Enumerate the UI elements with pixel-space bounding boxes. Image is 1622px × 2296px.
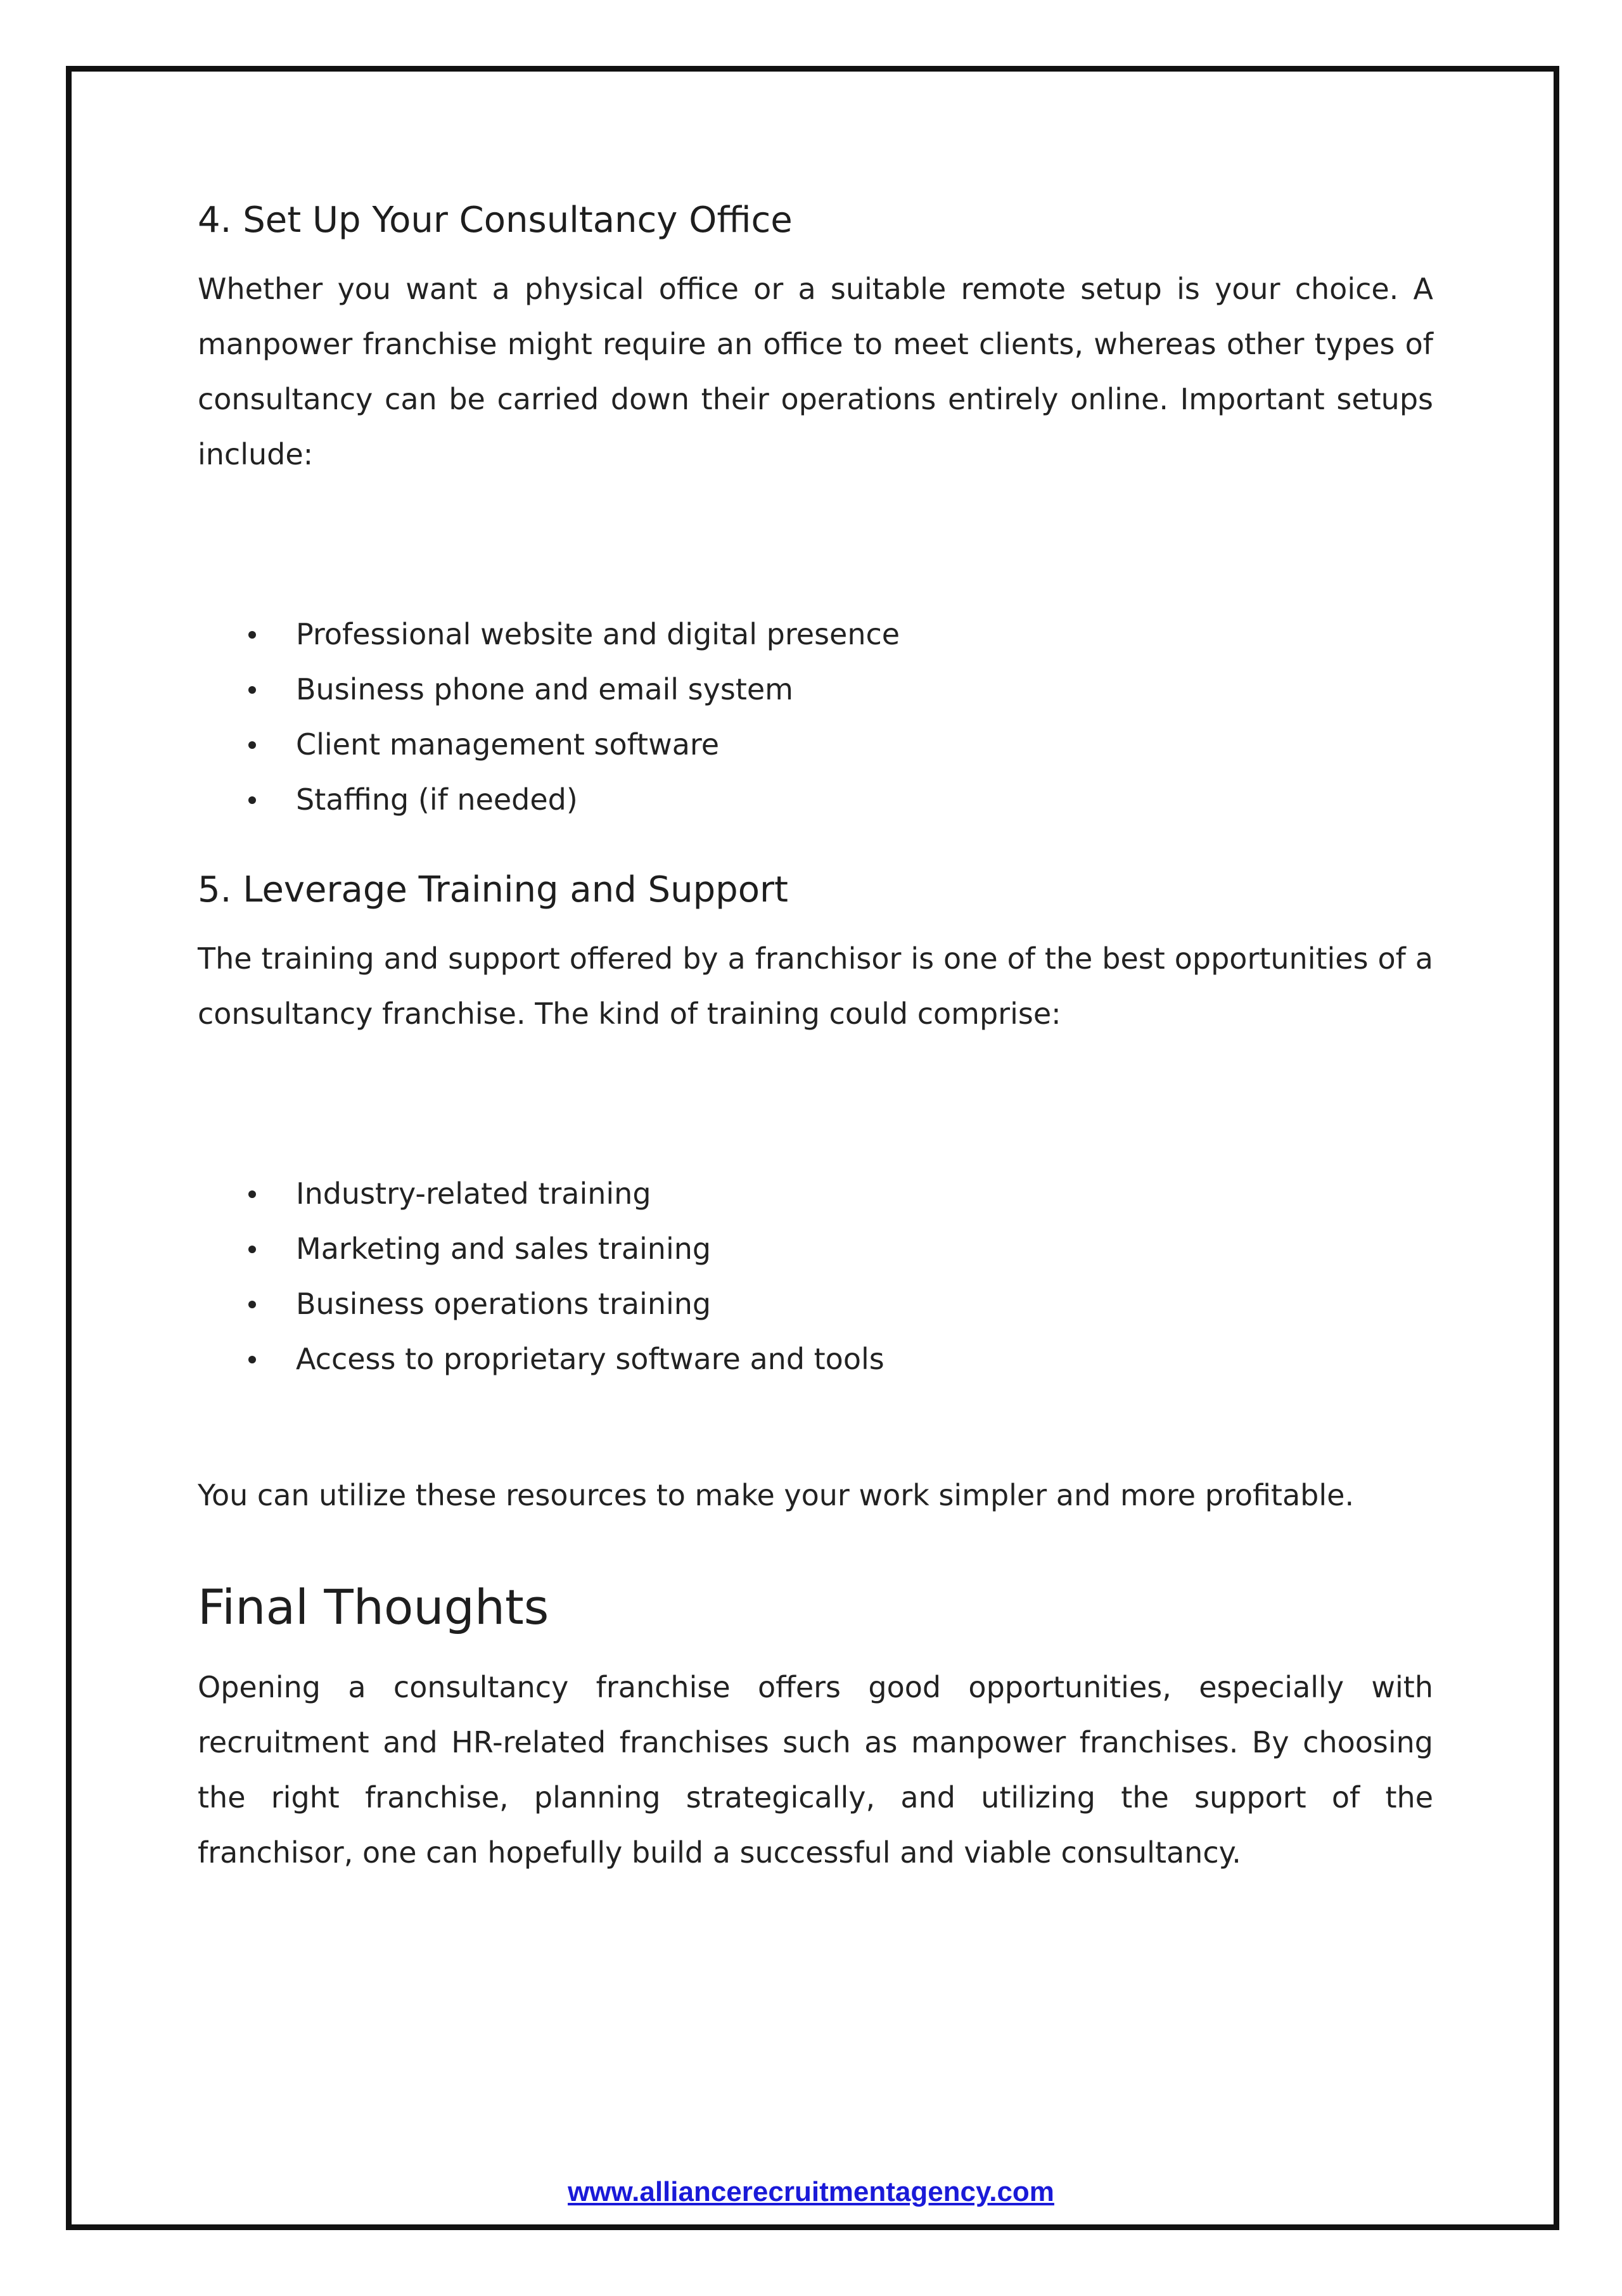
list-item xyxy=(198,1166,1433,1221)
section-heading-training: 5. Leverage Training and Support xyxy=(198,869,788,910)
section-heading-office: 4. Set Up Your Consultancy Office xyxy=(198,200,793,241)
training-list xyxy=(198,1166,1433,1387)
website-link[interactable]: www.alliancerecruitmentagency.com xyxy=(568,2176,1054,2207)
document-body xyxy=(198,193,1433,1880)
bullet-icon xyxy=(248,631,256,639)
bullet-icon xyxy=(248,741,256,749)
bullet-icon xyxy=(248,1301,256,1308)
list-item-text: Staffing (if needed) xyxy=(296,782,578,817)
list-item xyxy=(198,1332,1433,1387)
list-item-text: Business operations training xyxy=(296,1287,712,1321)
bullet-icon xyxy=(248,1190,256,1198)
list-item xyxy=(198,662,1433,717)
list-item-text: Business phone and email system xyxy=(296,672,793,706)
bullet-icon xyxy=(248,1356,256,1363)
list-item xyxy=(198,717,1433,772)
list-item-text: Client management software xyxy=(296,727,720,762)
list-item-text: Professional website and digital presence xyxy=(296,617,900,651)
section-intro-training: The training and support offered by a franchisor is one of the best opportunities of a consultancy franchise. The kind of training could comprise: xyxy=(198,941,1433,1031)
list-item xyxy=(198,772,1433,827)
office-setup-list xyxy=(198,607,1433,827)
bullet-icon xyxy=(248,1246,256,1253)
list-item xyxy=(198,1221,1433,1277)
list-item xyxy=(198,1277,1433,1332)
list-item-text: Marketing and sales training xyxy=(296,1232,712,1266)
bullet-icon xyxy=(248,796,256,804)
final-thoughts-heading: Final Thoughts xyxy=(198,1579,549,1635)
section-intro-office: Whether you want a physical office or a suitable remote setup is your choice. A manpower franchise might require an office to meet clients, whereas other types of consultancy can be carried down their operations entirely online. Important setups include: xyxy=(198,272,1433,471)
bullet-icon xyxy=(248,686,256,694)
final-thoughts-body: Opening a consultancy franchise offers good opportunities, especially with recruitment and HR-related franchises such as manpower franchises. By choosing the right franchise, planning strategically, and utilizing the support of the franchisor, one can hopefully build a successful and viable consultancy. xyxy=(198,1670,1433,1870)
list-item-text: Industry-related training xyxy=(296,1177,651,1211)
page-footer xyxy=(0,2176,1622,2208)
list-item-text: Access to proprietary software and tools xyxy=(296,1342,884,1376)
section-outro-training: You can utilize these resources to make your work simpler and more profitable. xyxy=(198,1478,1355,1512)
list-item xyxy=(198,607,1433,662)
